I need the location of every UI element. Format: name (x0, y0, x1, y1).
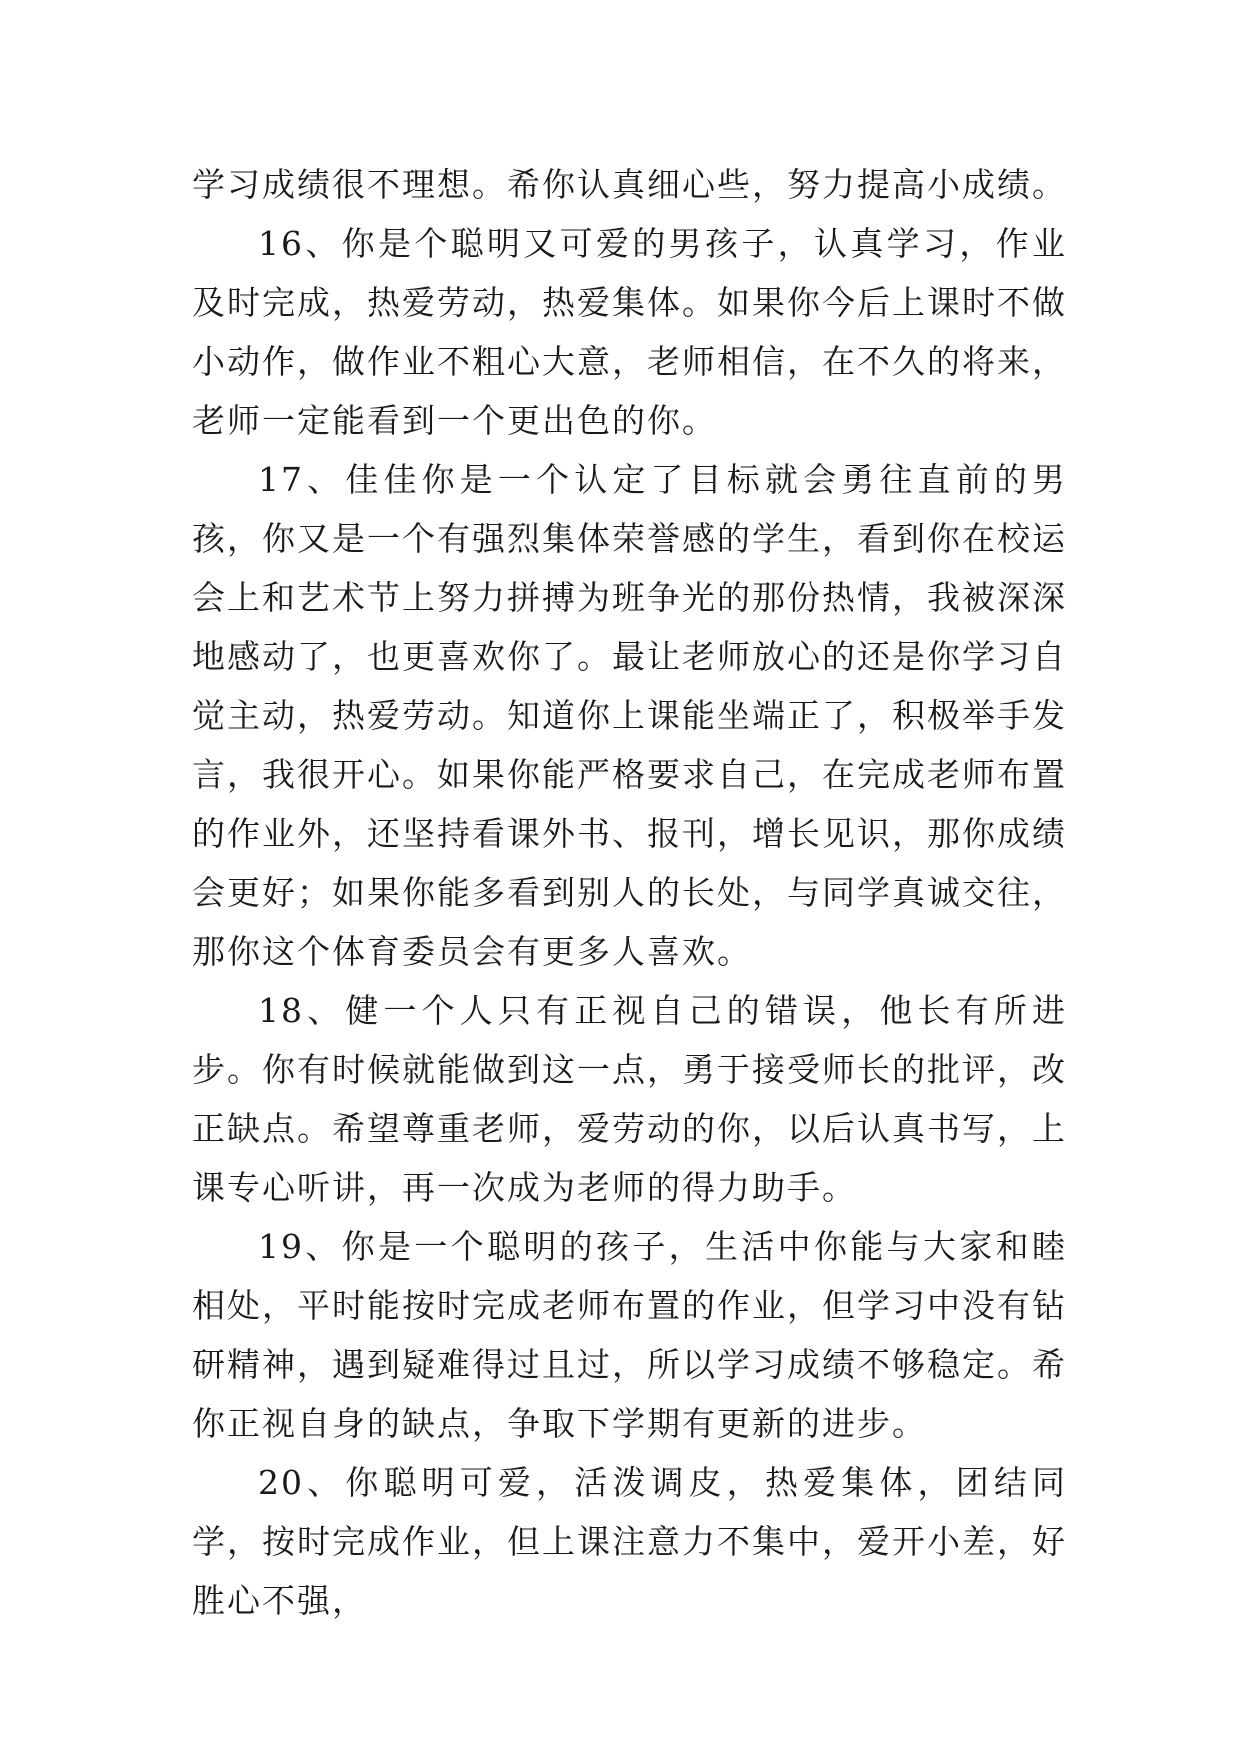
paragraph-16: 16、你是个聪明又可爱的男孩子，认真学习，作业及时完成，热爱劳动，热爱集体。如果你今后上课时不做小动作，做作业不粗心大意，老师相信，在不久的将来，老师一定能看到一个更出色的你。 (192, 224, 1067, 440)
paragraph-17: 17、佳佳你是一个认定了目标就会勇往直前的男孩，你又是一个有强烈集体荣誉感的学生，看到你在校运会上和艺术节上努力拼搏为班争光的那份热情，我被深深地感动了，也更喜欢你了。最让老师放心的还是你学习自觉主动，热爱劳动。知道你上课能坐端正了，积极举手发言，我很开心。如果你能严格要求自己，在完成老师布置的作业外，还坚持看课外书、报刊，增长见识，那你成绩会更好；如果你能多看到别人的长处，与同学真诚交往，那你这个体育委员会有更多人喜欢。 (192, 460, 1067, 971)
paragraph-20: 20、你聪明可爱，活泼调皮，热爱集体，团结同学，按时完成作业，但上课注意力不集中，爱开小差，好胜心不强， (192, 1463, 1067, 1620)
document-body (192, 155, 1067, 1630)
paragraph-19: 19、你是一个聪明的孩子，生活中你能与大家和睦相处，平时能按时完成老师布置的作业，但学习中没有钻研精神，遇到疑难得过且过，所以学习成绩不够稳定。希你正视自身的缺点，争取下学期有更新的进步。 (192, 1227, 1067, 1443)
paragraph-continuation: 学习成绩很不理想。希你认真细心些，努力提高小成绩。 (192, 165, 1067, 204)
paragraph-18: 18、健一个人只有正视自己的错误，他长有所进步。你有时候就能做到这一点，勇于接受师长的批评，改正缺点。希望尊重老师，爱劳动的你，以后认真书写，上课专心听讲，再一次成为老师的得力助手。 (192, 991, 1067, 1207)
